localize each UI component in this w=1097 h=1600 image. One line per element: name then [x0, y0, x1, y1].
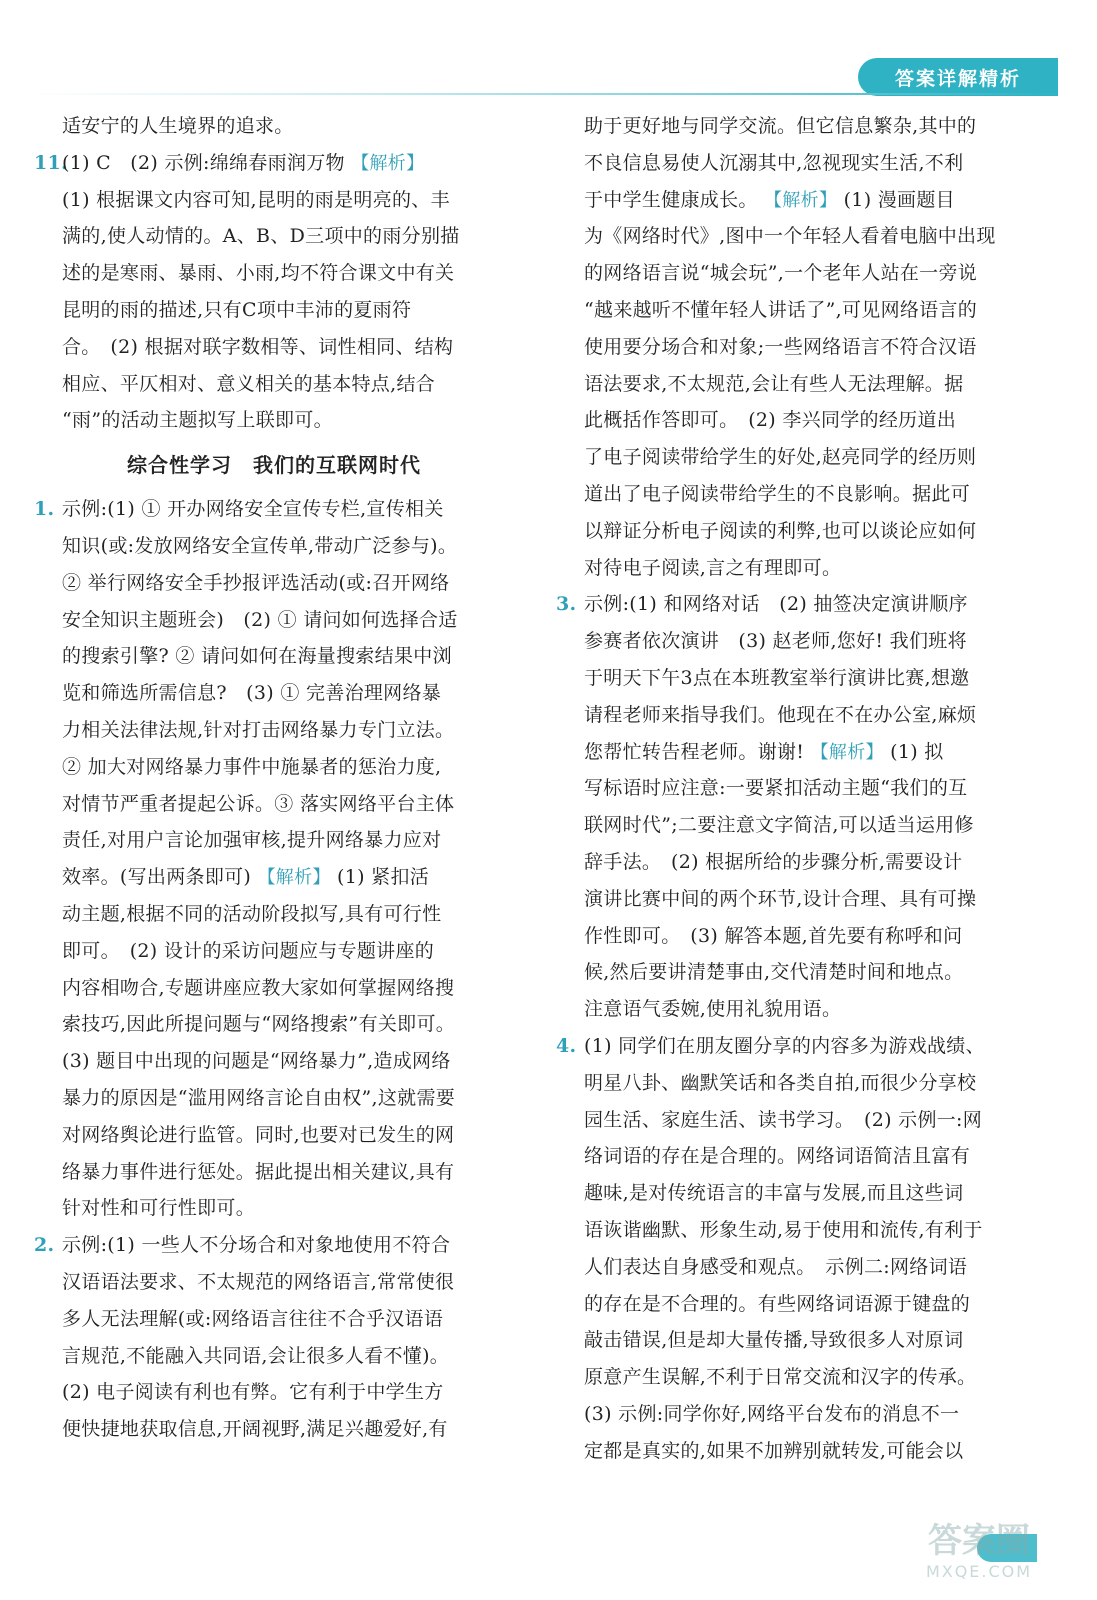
text-line: 对待电子阅读,言之有理即可。: [584, 556, 842, 579]
text-line: 针对性和可行性即可。: [62, 1197, 256, 1220]
text-line: 昆明的雨的描述,只有C项中丰沛的夏雨符: [62, 298, 412, 321]
left-column: [34, 108, 514, 1448]
question-number: 2.: [34, 1234, 55, 1257]
question-number: 3.: [556, 593, 577, 616]
text-line: 注意语气委婉,使用礼貌用语。: [584, 998, 842, 1021]
text-line: 览和筛选所需信息? (3) ① 完善治理网络暴: [62, 682, 442, 705]
analysis-text: (1) 拟: [890, 740, 944, 763]
text-line: 道出了电子阅读带给学生的不良影响。据此可: [584, 482, 971, 505]
text-line: 络暴力事件进行惩处。据此提出相关建议,具有: [62, 1160, 455, 1183]
text-line: 园生活、家庭生活、读书学习。 (2) 示例一:网: [584, 1108, 983, 1131]
text-line: 于明天下午3点在本班教室举行演讲比赛,想邀: [584, 666, 970, 689]
text-line: 的搜索引擎? ② 请问如何在海量搜索结果中浏: [62, 645, 452, 668]
question-number: 11.: [34, 151, 68, 174]
right-column: [556, 108, 1036, 1469]
text-line: 趣味,是对传统语言的丰富与发展,而且这些词: [584, 1182, 964, 1205]
text-line: 为《网络时代》,图中一个年轻人看着电脑中出现: [584, 225, 996, 248]
text-line: 明星八卦、幽默笑话和各类自拍,而很少分享校: [584, 1071, 977, 1094]
text-line: 参赛者依次演讲 (3) 赵老师,您好! 我们班将: [584, 630, 967, 653]
text-line: [556, 734, 1036, 771]
text-line: 内容相吻合,专题讲座应教大家如何掌握网络搜: [62, 976, 455, 999]
answer-text: (1) C (2) 示例:绵绵春雨润万物: [62, 151, 345, 174]
question-4-line: [556, 1028, 1036, 1065]
answer-text: 效率。(写出两条即可): [62, 866, 252, 889]
text-line: (3) 题目中出现的问题是“网络暴力”,造成网络: [62, 1050, 451, 1073]
question-number: 4.: [556, 1034, 577, 1057]
text-line: 语法要求,不太规范,会让有些人无法理解。据: [584, 372, 964, 395]
question-1-line: [34, 491, 514, 528]
text-line: 敲击错误,但是却大量传播,导致很多人对原词: [584, 1329, 964, 1352]
answer-text: (1) 同学们在朋友圈分享的内容多为游戏战绩、: [584, 1034, 985, 1057]
text-line: “越来越听不懂年轻人讲话了”,可见网络语言的: [584, 298, 978, 321]
text-line: 述的是寒雨、暴雨、小雨,均不符合课文中有关: [62, 262, 455, 285]
text-line: 的网络语言说“城会玩”,一个老年人站在一旁说: [584, 262, 978, 285]
text-line: 相应、平仄相对、意义相关的基本特点,结合: [62, 372, 436, 395]
section-title: 综合性学习 我们的互联网时代: [127, 453, 421, 478]
text-line: 使用要分场合和对象;一些网络语言不符合汉语: [584, 335, 977, 358]
text-line: 力相关法律法规,针对打击网络暴力专门立法。: [62, 718, 455, 741]
question-number: 1.: [34, 498, 55, 521]
answer-text: 示例:(1) ① 开办网络安全宣传专栏,宣传相关: [62, 498, 444, 521]
text-line: 候,然后要讲清楚事由,交代清楚时间和地点。: [584, 961, 964, 984]
text-line: 汉语语法要求、不太规范的网络语言,常常使很: [62, 1270, 455, 1293]
text-line: 合。 (2) 根据对联字数相等、词性相同、结构: [62, 335, 454, 358]
header-title-badge: [858, 58, 1058, 96]
text-line: 便快捷地获取信息,开阔视野,满足兴趣爱好,有: [62, 1418, 448, 1441]
text-line: 原意产生误解,不利于日常交流和汉字的传承。: [584, 1366, 977, 1389]
text-line: [556, 182, 1036, 219]
question-11-line: [34, 145, 514, 182]
text-line: 演讲比赛中间的两个环节,设计合理、具有可操: [584, 887, 977, 910]
text-line: [34, 859, 514, 896]
text-line: (1) 根据课文内容可知,昆明的雨是明亮的、丰: [62, 188, 450, 211]
text-line: 言规范,不能融入共同语,会让很多人看不懂)。: [62, 1344, 450, 1367]
analysis-tag: 【解析】: [764, 189, 838, 211]
answer-text: 示例:(1) 一些人不分场合和对象地使用不符合: [62, 1234, 451, 1257]
text-line: 人们表达自身感受和观点。 示例二:网络词语: [584, 1255, 968, 1278]
answer-text: 示例:(1) 和网络对话 (2) 抽签决定演讲顺序: [584, 593, 968, 616]
text-line: 了电子阅读带给学生的好处,赵亮同学的经历则: [584, 446, 977, 469]
watermark: [899, 1520, 1059, 1590]
header-divider: [30, 93, 1058, 95]
text-line: 多人无法理解(或:网络语言往往不合乎汉语语: [62, 1307, 444, 1330]
text-line: 索技巧,因此所提问题与“网络搜索”有关即可。: [62, 1013, 456, 1036]
text-line: 责任,对用户言论加强审核,提升网络暴力应对: [62, 829, 442, 852]
text-line: 的存在是不合理的。有些网络词语源于键盘的: [584, 1292, 971, 1315]
analysis-tag: 【解析】: [351, 152, 425, 174]
question-3-line: [556, 586, 1036, 623]
text-line: 辞手法。 (2) 根据所给的步骤分析,需要设计: [584, 850, 963, 873]
text-line: 作性即可。 (3) 解答本题,首先要有称呼和问: [584, 924, 963, 947]
answer-text: 于中学生健康成长。: [584, 188, 758, 211]
header-title: 答案详解精析: [894, 67, 1021, 90]
analysis-text: (1) 紧扣活: [337, 866, 430, 889]
text-line: 对情节严重者提起公诉。③ 落实网络平台主体: [62, 792, 455, 815]
question-2-line: [34, 1227, 514, 1264]
text-line: 写标语时应注意:一要紧扣活动主题“我们的互: [584, 777, 968, 800]
text-line: 联网时代”;二要注意文字简洁,可以适当运用修: [584, 814, 974, 837]
text-line: 动主题,根据不同的活动阶段拟写,具有可行性: [62, 902, 442, 925]
answer-text: 您帮忙转告程老师。谢谢!: [584, 740, 805, 763]
text-line: 适安宁的人生境界的追求。: [62, 115, 294, 137]
text-line: 以辩证分析电子阅读的利弊,也可以谈论应如何: [584, 519, 977, 542]
text-line: 助于更好地与同学交流。但它信息繁杂,其中的: [584, 115, 977, 137]
text-line: 对网络舆论进行监管。同时,也要对已发生的网: [62, 1123, 455, 1146]
watermark-sub: MXQE.COM: [925, 1562, 1033, 1581]
watermark-main: 答案圈: [928, 1521, 1030, 1561]
text-line: 络词语的存在是合理的。网络词语简洁且富有: [584, 1145, 971, 1168]
analysis-tag: 【解析】: [810, 741, 884, 763]
text-line: (3) 示例:同学你好,网络平台发布的消息不一: [584, 1402, 960, 1425]
text-line: 此概括作答即可。 (2) 李兴同学的经历道出: [584, 409, 957, 432]
text-line: (2) 电子阅读有利也有弊。它有利于中学生方: [62, 1381, 444, 1404]
analysis-text: (1) 漫画题目: [843, 188, 955, 211]
text-line: ② 加大对网络暴力事件中施暴者的惩治力度,: [62, 755, 442, 778]
text-line: 不良信息易使人沉溺其中,忽视现实生活,不利: [584, 151, 964, 174]
text-line: “雨”的活动主题拟写上联即可。: [62, 409, 333, 432]
text-line: 安全知识主题班会) (2) ① 请问如何选择合适: [62, 608, 458, 631]
text-line: 暴力的原因是“滥用网络言论自由权”,这就需要: [62, 1086, 456, 1109]
analysis-tag: 【解析】: [257, 867, 331, 889]
text-line: 知识(或:发放网络安全宣传单,带动广泛参与)。: [62, 534, 458, 557]
text-line: 请程老师来指导我们。他现在不在办公室,麻烦: [584, 703, 977, 726]
text-line: 定都是真实的,如果不加辨别就转发,可能会以: [584, 1439, 964, 1462]
text-line: ② 举行网络安全手抄报评选活动(或:召开网络: [62, 571, 450, 594]
text-line: 语诙谐幽默、形象生动,易于使用和流传,有利于: [584, 1218, 983, 1241]
text-line: 即可。 (2) 设计的采访问题应与专题讲座的: [62, 939, 435, 962]
text-line: 满的,使人动情的。A、B、D三项中的雨分别描: [62, 225, 460, 248]
